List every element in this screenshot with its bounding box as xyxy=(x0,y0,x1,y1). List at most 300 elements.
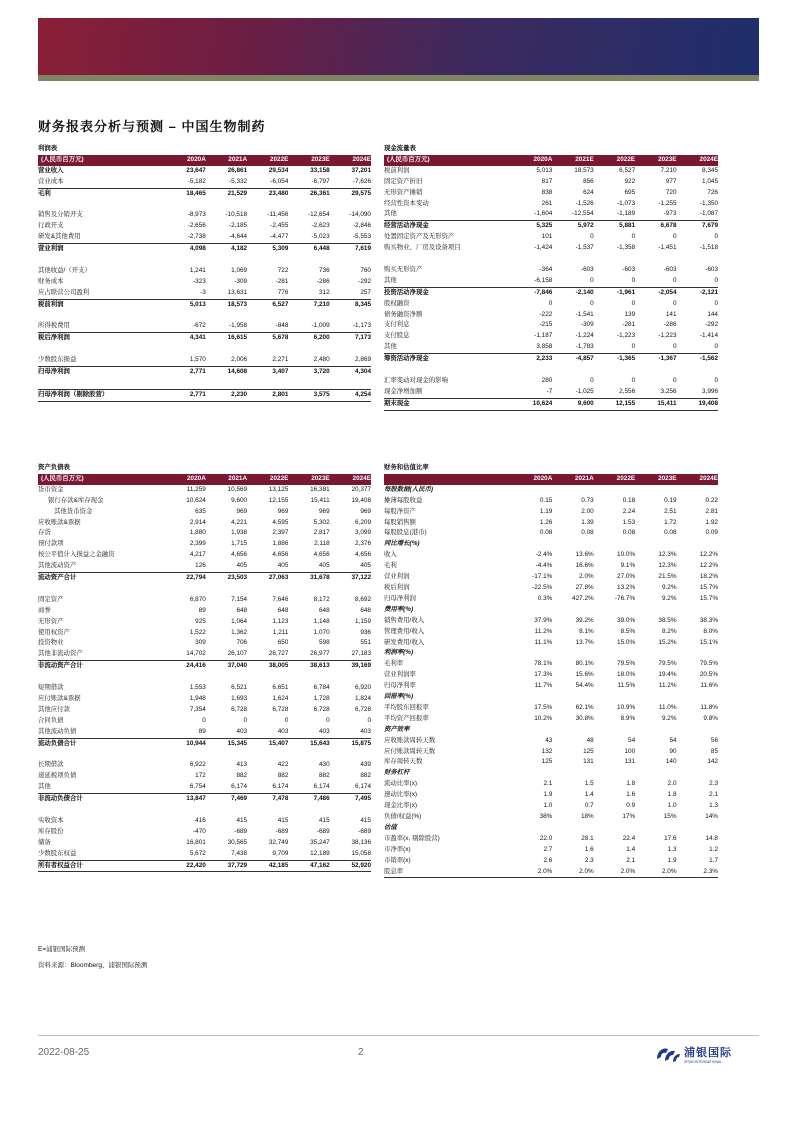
row-value xyxy=(247,144,288,155)
row-value xyxy=(677,648,718,659)
row-label xyxy=(38,311,165,322)
income-row xyxy=(38,277,371,288)
ratios-row xyxy=(384,670,718,681)
row-value: 722 xyxy=(277,266,289,274)
row-value: 22.0 xyxy=(539,834,553,842)
row-value: 90 xyxy=(669,747,677,755)
row-value xyxy=(552,648,593,659)
row-value xyxy=(594,485,635,496)
row-value: 89 xyxy=(198,606,206,614)
row-value xyxy=(247,672,288,683)
row-value: 79.5% xyxy=(658,660,677,668)
row-value: 1.2 xyxy=(709,845,718,853)
ratios-grid xyxy=(384,463,718,878)
row-value: 6,174 xyxy=(272,783,289,791)
footnote-source: 资料来源：Bloomberg、浦银国际预测 xyxy=(38,962,148,969)
row-value: 79.5% xyxy=(699,660,718,668)
ratios-row xyxy=(384,747,718,758)
row-value: 3,720 xyxy=(288,367,329,378)
row-value: 23,503 xyxy=(206,573,247,584)
row-value: -6,797 xyxy=(311,177,330,185)
row-label: 毛利 xyxy=(384,562,397,570)
row-value: 15,345 xyxy=(206,738,247,749)
ratios-row xyxy=(384,725,718,736)
income-row xyxy=(38,177,371,188)
row-value: -1,604 xyxy=(534,210,553,218)
row-value: 5,013 xyxy=(165,299,206,310)
row-value: -7,626 xyxy=(352,177,371,185)
row-value xyxy=(330,344,371,355)
row-value: -286 xyxy=(316,277,330,285)
row-label: 财务和估值比率 xyxy=(384,464,429,471)
row-value: 7,210 xyxy=(660,166,677,174)
row-value: 7,173 xyxy=(330,333,371,344)
row-label: 非流动资产合计 xyxy=(38,661,165,672)
row-label: 估值 xyxy=(384,823,397,831)
row-value: 2.1 xyxy=(709,791,718,799)
row-value xyxy=(552,692,593,703)
row-value: 4,304 xyxy=(330,367,371,378)
row-value: 925 xyxy=(195,617,206,625)
row-label: 收入 xyxy=(384,551,397,559)
row-value: 2020A xyxy=(511,474,552,485)
row-value: 5,013 xyxy=(536,166,553,174)
row-value: 19.4% xyxy=(658,671,677,679)
row-value xyxy=(165,805,206,816)
ratios-row xyxy=(384,692,718,703)
row-value: -323 xyxy=(193,277,206,285)
page-number: 2 xyxy=(358,1047,364,1058)
row-value: 15,058 xyxy=(351,849,371,857)
row-label: 归母净利润 xyxy=(384,594,416,602)
row-value: 6,209 xyxy=(355,518,371,526)
row-value: 0 xyxy=(714,233,718,241)
row-value: 37,729 xyxy=(206,860,247,872)
row-value: -5,332 xyxy=(228,177,248,185)
ratios-row xyxy=(384,616,718,627)
row-value: 12,155 xyxy=(594,398,635,410)
row-value: 9,600 xyxy=(231,496,248,504)
row-value xyxy=(330,255,371,266)
row-value: 2.3 xyxy=(584,856,594,864)
row-value: 1,570 xyxy=(189,356,206,364)
row-value xyxy=(206,584,247,595)
row-value: 131 xyxy=(583,758,594,766)
row-value: -5,182 xyxy=(187,177,206,185)
row-value: 7,679 xyxy=(677,221,718,232)
row-value: 39.2% xyxy=(575,616,594,624)
row-value: 48 xyxy=(586,736,594,744)
ratios-row xyxy=(384,648,718,659)
row-value: 0 xyxy=(714,343,718,351)
row-value: 7,469 xyxy=(206,794,247,805)
row-value: 27.0% xyxy=(617,573,636,581)
row-value: 42,185 xyxy=(247,860,288,872)
row-value: 2023E xyxy=(288,474,329,485)
row-value: 720 xyxy=(665,188,677,196)
row-value xyxy=(635,254,676,265)
row-value: 5,672 xyxy=(189,849,206,857)
row-value: 5,678 xyxy=(247,333,288,344)
row-value: 2.0% xyxy=(579,573,594,581)
row-value xyxy=(677,725,718,736)
row-value: -364 xyxy=(539,265,553,273)
row-value: 38,005 xyxy=(247,661,288,672)
row-label: 银行存款&库存现金 xyxy=(48,496,104,504)
row-label: 短期借款 xyxy=(38,684,64,692)
row-value: 6,448 xyxy=(288,244,329,255)
row-value xyxy=(635,485,676,496)
row-value: 20.5% xyxy=(699,671,718,679)
row-value: 16.6% xyxy=(575,562,594,570)
balance-row xyxy=(38,507,371,518)
row-value xyxy=(247,378,288,389)
row-value: 1.3 xyxy=(667,845,677,853)
row-value: 2.3 xyxy=(709,780,718,788)
cashflow-row xyxy=(384,243,718,254)
row-value: 2,771 xyxy=(165,367,206,378)
row-label: (人民币百万元) xyxy=(38,155,165,166)
row-value: 2022E xyxy=(594,474,635,485)
row-value: 1,522 xyxy=(189,628,206,636)
row-label: 无形资产 xyxy=(38,617,64,625)
row-label: 行政开支 xyxy=(38,222,64,230)
row-value: -309 xyxy=(580,321,594,329)
income-statement-table xyxy=(38,144,371,402)
row-label: 存货 xyxy=(38,529,51,537)
row-value: -1,424 xyxy=(534,244,553,252)
header-banner-bar xyxy=(38,75,759,81)
ratios-row xyxy=(384,561,718,572)
row-value: 18,573 xyxy=(574,166,594,174)
row-label: 所得税费用 xyxy=(38,322,70,330)
row-value: 0 xyxy=(284,716,289,724)
row-value: 415 xyxy=(277,816,289,824)
row-value: 21,529 xyxy=(206,188,247,199)
row-value xyxy=(511,692,552,703)
row-value: 2,556 xyxy=(619,387,636,395)
row-value: 2023E xyxy=(635,155,676,166)
row-value: 10,624 xyxy=(511,398,552,410)
row-value: 43 xyxy=(545,736,553,744)
row-value: 1.4 xyxy=(584,791,594,799)
balance-row xyxy=(38,738,371,749)
row-value: 415 xyxy=(360,816,371,824)
row-value: 403 xyxy=(319,727,330,735)
row-value: 0 xyxy=(672,276,677,284)
row-value: 309 xyxy=(195,639,206,647)
row-value: 4,098 xyxy=(165,244,206,255)
row-value: 1,886 xyxy=(272,540,289,548)
row-value: 15,411 xyxy=(635,398,676,410)
row-value xyxy=(677,692,718,703)
ratios-row xyxy=(384,638,718,649)
row-value: 22,420 xyxy=(165,860,206,872)
row-value: 13.2% xyxy=(617,583,636,591)
row-value: 1.9 xyxy=(667,856,677,864)
row-value: 9.8% xyxy=(703,714,718,722)
row-value: -689 xyxy=(234,827,248,835)
row-value: 0 xyxy=(714,276,718,284)
row-value xyxy=(677,768,718,779)
row-value: 2.7 xyxy=(543,845,553,853)
row-label: 应付账款&票据 xyxy=(38,695,81,702)
row-value: 635 xyxy=(195,507,206,515)
row-value: -603 xyxy=(663,265,677,273)
row-value: -2,054 xyxy=(635,287,676,298)
row-value: 6,870 xyxy=(189,595,206,603)
ratios-row xyxy=(384,703,718,714)
row-value: 101 xyxy=(541,233,553,241)
row-label: 市净率(x) xyxy=(384,845,411,853)
spdb-logo-icon xyxy=(655,1045,681,1063)
row-value xyxy=(206,750,247,761)
row-value: 3,996 xyxy=(702,387,718,395)
row-value: -1,451 xyxy=(658,244,677,252)
row-value: -973 xyxy=(663,210,677,218)
row-value: 0 xyxy=(672,377,677,384)
row-label: 购买物业、厂房及设备项目 xyxy=(384,244,461,252)
row-value: 648 xyxy=(319,606,330,614)
row-value: 598 xyxy=(319,639,330,647)
row-value xyxy=(677,485,718,496)
row-value xyxy=(288,378,329,389)
cashflow-row xyxy=(384,254,718,265)
row-value: 2.51 xyxy=(664,507,677,515)
row-value: 0 xyxy=(672,299,677,307)
row-value: -1,365 xyxy=(594,354,635,365)
row-label: 递延税项负债 xyxy=(38,772,77,780)
row-value: -292 xyxy=(705,321,718,329)
row-label: 少数股东损益 xyxy=(38,356,77,364)
row-value: 125 xyxy=(541,758,553,766)
row-value: 6,527 xyxy=(247,299,288,310)
row-value xyxy=(511,648,552,659)
row-value: 26,107 xyxy=(227,650,248,658)
row-value: -2.4% xyxy=(535,551,553,559)
row-value: 8,345 xyxy=(702,166,718,174)
row-value xyxy=(247,805,288,816)
ratios-row xyxy=(384,845,718,856)
row-label: 流动资产合计 xyxy=(38,573,165,584)
cashflow-row xyxy=(384,376,718,387)
row-value xyxy=(165,144,206,155)
row-label: 投资活动净现金 xyxy=(384,287,511,298)
row-value: -281 xyxy=(622,321,636,329)
row-value: -1,526 xyxy=(575,199,594,207)
row-label: 固定资产折旧 xyxy=(384,177,423,185)
row-label: 速动比率(x) xyxy=(384,791,418,799)
row-value xyxy=(330,200,371,211)
income-row xyxy=(38,355,371,366)
row-label xyxy=(384,474,511,485)
row-value: 422 xyxy=(277,761,289,769)
row-value: -2,738 xyxy=(187,233,206,241)
row-value xyxy=(594,823,635,834)
row-value: 16,615 xyxy=(206,333,247,344)
ratios-row xyxy=(384,867,718,878)
spdb-logo xyxy=(655,1044,732,1064)
row-value: 2.81 xyxy=(705,507,718,515)
row-value: -3 xyxy=(200,288,206,296)
row-value: 0 xyxy=(202,716,206,724)
row-value: -17.1% xyxy=(532,573,553,581)
row-value: 1,728 xyxy=(313,695,330,702)
row-value: 427.2% xyxy=(572,594,594,602)
row-label: 处置固定资产及无形资产 xyxy=(384,233,455,241)
row-value: 2020A xyxy=(511,155,552,166)
row-value: 6,174 xyxy=(355,783,371,791)
balance-row xyxy=(38,661,371,672)
row-value: -1,541 xyxy=(575,310,594,318)
row-value: -76.7% xyxy=(614,594,636,602)
row-value: 4,656 xyxy=(313,551,330,559)
row-value: 856 xyxy=(583,177,594,185)
row-value: -22.5% xyxy=(532,583,553,591)
row-value: 1.0 xyxy=(667,802,677,810)
row-value: 23,647 xyxy=(186,166,206,174)
balance-row xyxy=(38,649,371,660)
row-value: 27,063 xyxy=(247,573,288,584)
row-label: 平均股东回报率 xyxy=(384,703,429,711)
row-value: 2021E xyxy=(552,155,593,166)
row-value: 405 xyxy=(277,562,289,570)
row-value: 0.3% xyxy=(537,594,553,602)
row-value: 27.8% xyxy=(575,583,594,591)
row-value: 882 xyxy=(236,772,248,780)
row-label: (人民币百万元) xyxy=(384,155,511,166)
row-value: 141 xyxy=(665,310,677,318)
row-value: 3,256 xyxy=(660,387,677,395)
row-value xyxy=(330,144,371,155)
row-value: 131 xyxy=(624,758,636,766)
row-value: 1,938 xyxy=(231,529,248,537)
row-value xyxy=(677,254,718,265)
row-value: 2024E xyxy=(330,155,371,166)
row-value: 1.72 xyxy=(664,518,677,526)
row-value: 11.2% xyxy=(658,682,677,690)
row-value xyxy=(247,463,288,474)
row-value: -1,358 xyxy=(617,244,636,252)
row-label: 期末现金 xyxy=(384,398,511,410)
row-value xyxy=(165,255,206,266)
cashflow-row xyxy=(384,387,718,398)
row-label xyxy=(38,378,165,389)
row-value: 29,575 xyxy=(330,188,371,199)
balance-row xyxy=(38,550,371,561)
row-value: 1,045 xyxy=(702,177,718,185)
row-label: 非流动负债合计 xyxy=(38,794,165,805)
row-value: -7 xyxy=(546,387,553,395)
row-value: 1,715 xyxy=(231,540,248,548)
row-value: -2,846 xyxy=(352,222,371,230)
row-label: 利润表 xyxy=(38,145,58,152)
row-label: 债务融资净额 xyxy=(384,310,423,318)
row-value: 11,259 xyxy=(186,485,206,493)
row-value: 12.2% xyxy=(699,562,718,570)
row-label: 财务杠杆 xyxy=(384,769,410,777)
cashflow-row xyxy=(384,188,718,199)
row-value: 12,155 xyxy=(268,496,289,504)
row-value: 1,241 xyxy=(189,266,206,274)
row-value: 15,643 xyxy=(288,738,329,749)
row-label: 合同负债 xyxy=(38,716,64,724)
row-value xyxy=(206,805,247,816)
row-label: 流动比率(x) xyxy=(384,780,418,788)
balance-row xyxy=(38,672,371,683)
income-row xyxy=(38,333,371,344)
balance-sheet-table xyxy=(38,463,371,872)
row-value: -470 xyxy=(193,827,206,835)
row-value: 30.8% xyxy=(575,714,594,722)
ratios-row xyxy=(384,790,718,801)
row-value: 13,125 xyxy=(268,485,289,493)
row-value: 27,183 xyxy=(351,650,371,658)
row-value: 2021A xyxy=(206,474,247,485)
row-label: 营业收入 xyxy=(38,166,64,174)
row-value: 17% xyxy=(622,813,636,820)
row-value xyxy=(247,584,288,595)
row-value: 2022E xyxy=(594,155,635,166)
row-value: 1,362 xyxy=(231,628,248,636)
income-row xyxy=(38,221,371,232)
row-label: 归母净利润 xyxy=(38,367,165,378)
row-value: -1,189 xyxy=(617,210,636,218)
row-value: -1,187 xyxy=(534,332,553,340)
row-value: 3,407 xyxy=(247,367,288,378)
row-value: 936 xyxy=(360,628,371,636)
row-value: 85 xyxy=(710,747,718,755)
row-value: 32,749 xyxy=(268,838,289,846)
row-value xyxy=(288,463,329,474)
row-value: 6,922 xyxy=(189,761,206,769)
ratios-row xyxy=(384,714,718,725)
row-value: 0 xyxy=(590,276,594,284)
row-value: 2,233 xyxy=(511,354,552,365)
row-label: 按公平值计入损益之金融资 xyxy=(38,551,115,559)
row-value: 4,221 xyxy=(231,518,248,526)
row-value: 405 xyxy=(236,562,248,570)
row-value: 3,858 xyxy=(536,343,553,351)
row-value: -1,350 xyxy=(699,199,718,207)
row-value: -689 xyxy=(316,827,330,835)
row-label: 现金比率(x) xyxy=(384,802,418,810)
row-value: -1,414 xyxy=(699,332,718,340)
row-value xyxy=(288,584,329,595)
income-row xyxy=(38,232,371,243)
row-value: 16,801 xyxy=(186,838,206,846)
row-value xyxy=(206,378,247,389)
row-value: 18,573 xyxy=(206,299,247,310)
row-value: 551 xyxy=(360,639,371,647)
row-value: 969 xyxy=(236,507,248,515)
row-value: 1,159 xyxy=(355,617,371,625)
row-value xyxy=(594,144,635,155)
row-value: 89 xyxy=(198,727,206,735)
balance-section-title xyxy=(38,463,371,474)
row-value: 5,325 xyxy=(511,221,552,232)
cashflow-row xyxy=(384,166,718,177)
row-value: 13,847 xyxy=(165,794,206,805)
row-value: 79.5% xyxy=(617,660,636,668)
row-value: 22,794 xyxy=(165,573,206,584)
row-value xyxy=(552,463,593,474)
ratios-row xyxy=(384,779,718,790)
row-value: 15,411 xyxy=(310,496,330,504)
income-row xyxy=(38,367,371,378)
row-value: 7,486 xyxy=(288,794,329,805)
row-value: 33,158 xyxy=(310,166,330,174)
